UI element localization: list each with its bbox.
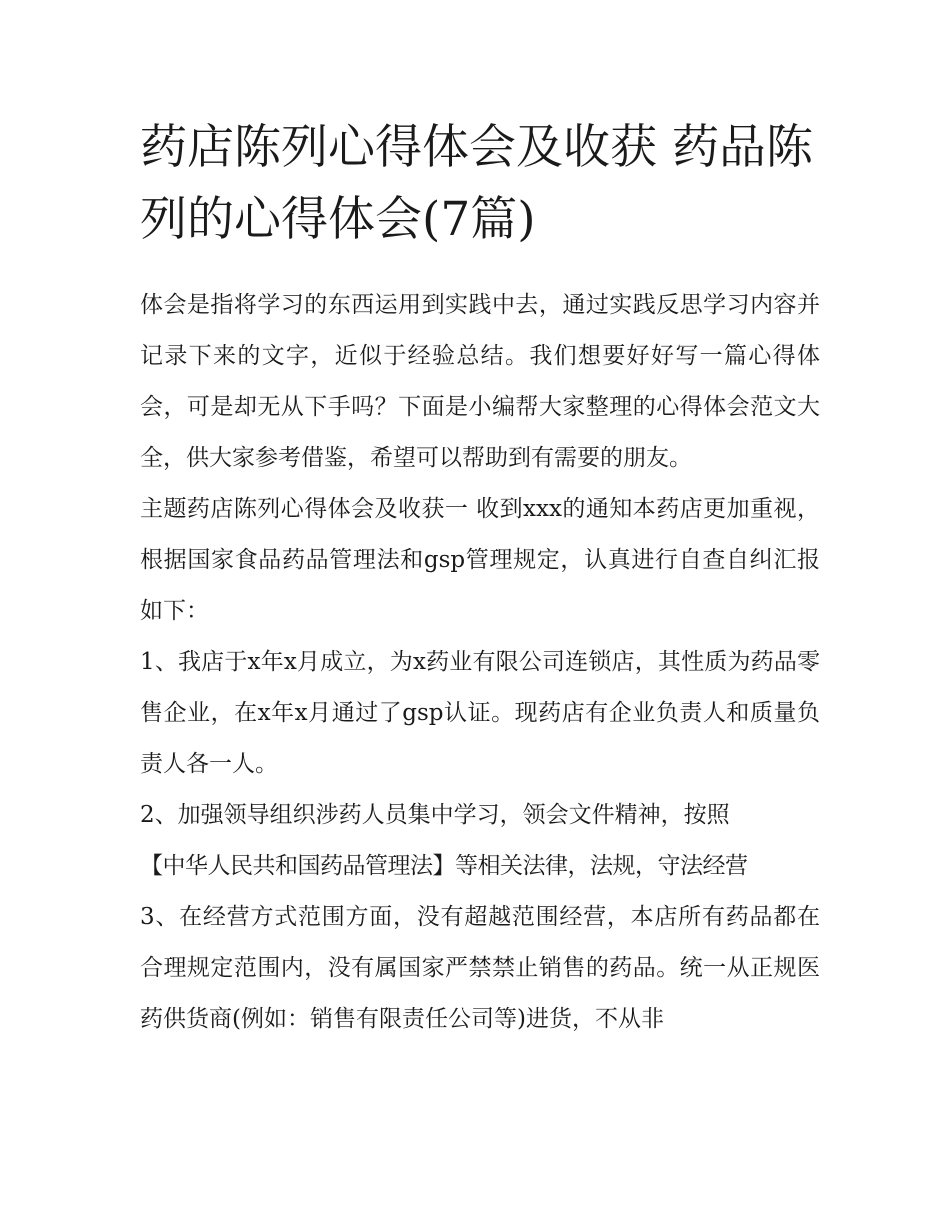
- document-title: 药店陈列心得体会及收获 药品陈列的心得体会(7篇): [140, 120, 813, 247]
- paragraph-topic-one: 主题药店陈列心得体会及收获一 收到xxx的通知本药店更加重视，根据国家食品药品管理法和gsp管理规定，认真进行自查自纠汇报如下：: [140, 496, 820, 624]
- paragraph-item-2-continued: 【中华人民共和国药品管理法】等相关法律，法规，守法经营: [140, 853, 748, 879]
- paragraph-item-1: 1、我店于x年x月成立，为x药业有限公司连锁店，其性质为药品零售企业，在x年x月通过了gsp认证。现药店有企业负责人和质量负责人各一人。: [140, 649, 820, 777]
- paragraph-item-2: 2、加强领导组织涉药人员集中学习，领会文件精神，按照: [140, 802, 730, 828]
- paragraph-item-3: 3、在经营方式范围方面，没有超越范围经营，本店所有药品都在合理规定范围内，没有属国家严禁禁止销售的药品。统一从正规医药供货商(例如：销售有限责任公司等)进货，不从非: [140, 904, 820, 1032]
- document-page: [140, 112, 820, 1045]
- paragraph-intro: 体会是指将学习的东西运用到实践中去，通过实践反思学习内容并记录下来的文字，近似于经验总结。我们想要好好写一篇心得体会，可是却无从下手吗？下面是小编帮大家整理的心得体会范文大全，供大家参考借鉴，希望可以帮助到有需要的朋友。: [140, 292, 820, 471]
